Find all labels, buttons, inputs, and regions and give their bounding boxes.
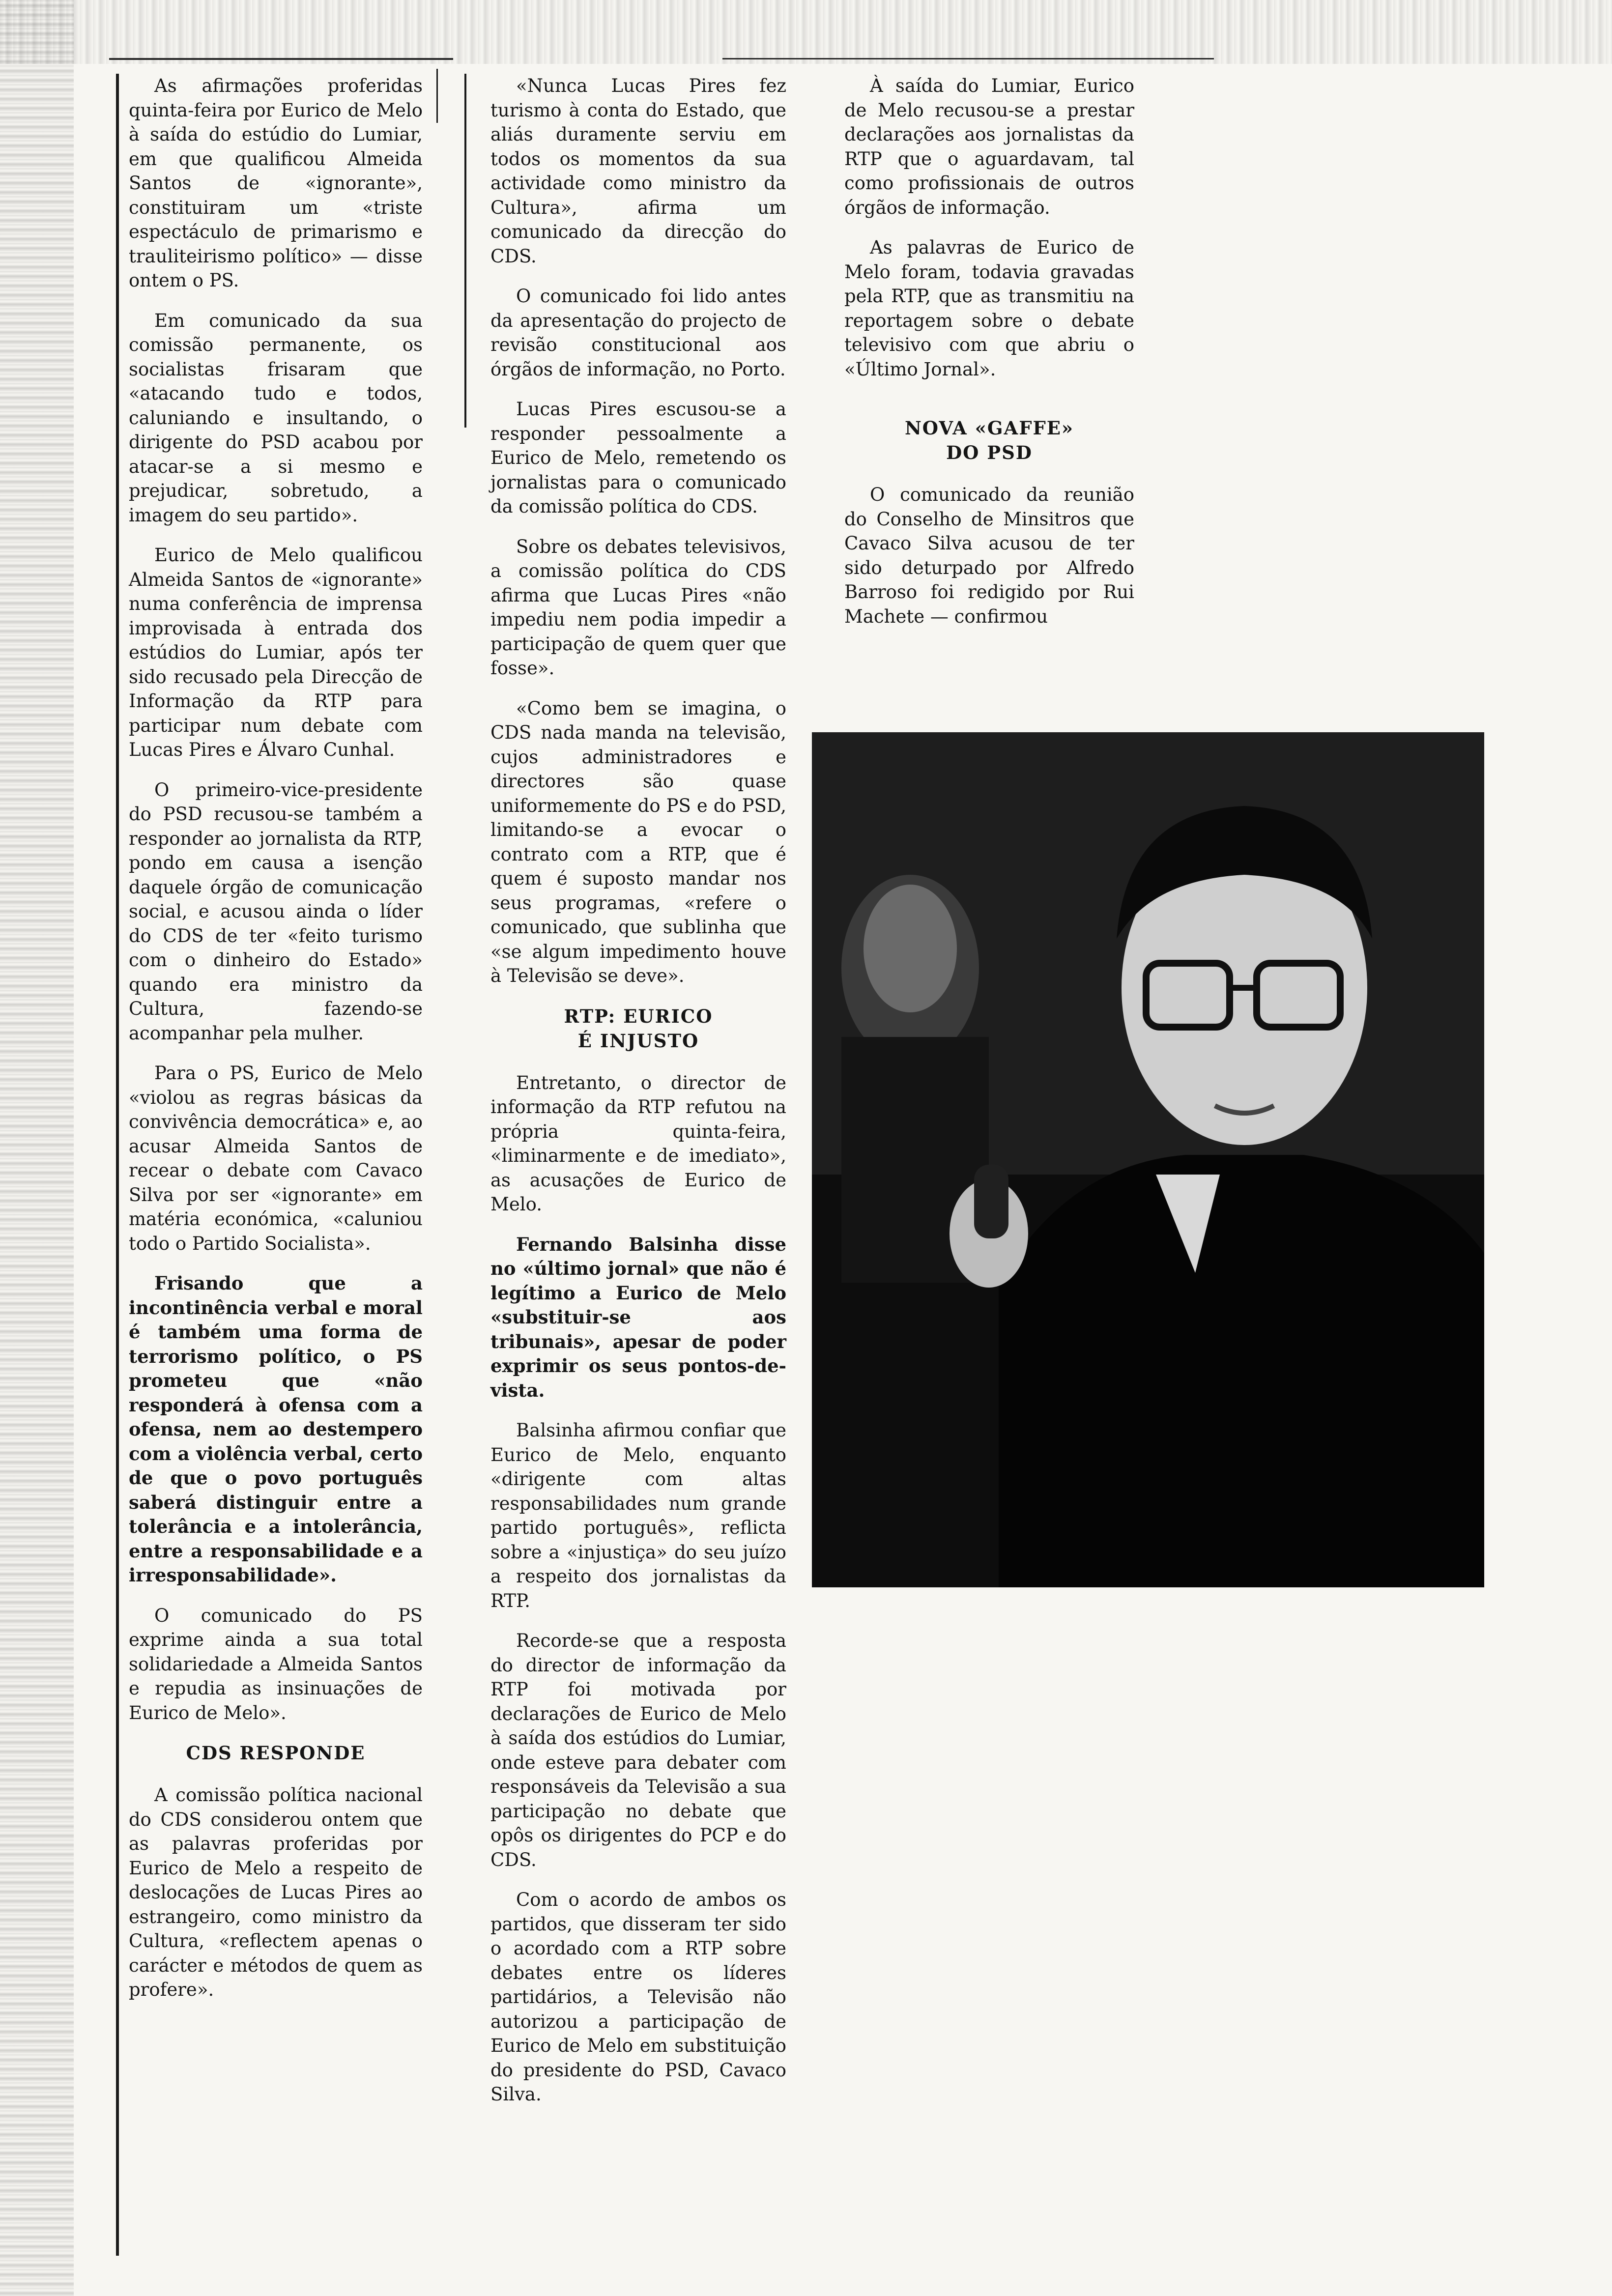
paragraph: O comunicado foi lido antes da apresentação do projecto de revisão constitucional aos órgãos de informação, no Porto. — [490, 286, 786, 380]
paragraph: O comunicado da reunião do Conselho de Minsitros que Cavaco Silva acusou de ter sido deturpado por Alfredo Barroso foi redigido por Rui Machete — confirmou — [844, 484, 1134, 627]
article-column-1 — [129, 74, 423, 2018]
top-rule-right — [722, 58, 1214, 59]
article-column-3 — [844, 74, 1134, 644]
subheading-line: NOVA «GAFFE» — [904, 417, 1074, 439]
subheading-rtp — [490, 1004, 786, 1053]
paragraph: Eurico de Melo qualificou Almeida Santos de «ignorante» numa conferência de imprensa improvisada à entrada dos estúdios do Lumiar, após ter sido recusado pela Direcção de Informação da RTP para participar num debate com Lucas Pires e Álvaro Cunhal. — [129, 545, 423, 760]
top-rule-left — [109, 58, 453, 60]
column-rule-mark — [436, 69, 438, 123]
subheading-line: RTP: EURICO — [564, 1005, 713, 1027]
paragraph: Balsinha afirmou confiar que Eurico de Melo, enquanto «dirigente com altas responsabilidades num grande partido português», reflicta sobre a «injustiça» do seu juízo a respeito dos jornalistas da RTP. — [490, 1420, 786, 1611]
paragraph: Recorde-se que a resposta do director de informação da RTP foi motivada por declarações de Eurico de Melo à saída dos estúdios do Lumiar, onde esteve para debater com responsáveis da Televisão a sua participação no debate que opôs os dirigentes do PCP e do CDS. — [490, 1630, 786, 1870]
paragraph: Sobre os debates televisivos, a comissão política do CDS afirma que Lucas Pires «não impediu nem podia impedir a participação de quem quer que fosse». — [490, 536, 786, 679]
paragraph: O comunicado do PS exprime ainda a sua total solidariedade a Almeida Santos e repudia as insinuações de Eurico de Melo». — [129, 1605, 423, 1723]
subheading-cds-responde: CDS RESPONDE — [186, 1742, 366, 1764]
paragraph: Para o PS, Eurico de Melo «violou as regras básicas da convivência democrática» e, ao acusar Almeida Santos de recear o debate com Cavaco Silva por ser «ignorante» em matéria económica, «caluniou todo o Partido Socialista». — [129, 1062, 423, 1254]
article-column-2 — [490, 74, 786, 2123]
paragraph: A comissão política nacional do CDS considerou ontem que as palavras proferidas por Eurico de Melo a respeito de deslocações de Lucas Pires ao estrangeiro, como ministro da Cultura, «reflectem apenas o carácter e métodos de quem as profere». — [129, 1784, 423, 2000]
paragraph: As afirmações proferidas quinta-feira por Eurico de Melo à saída do estúdio do Lumiar, em que qualificou Almeida Santos de «ignorante», constituiram um «triste espectáculo de primarismo e trauliteirismo político» — disse ontem o PS. — [129, 75, 423, 291]
scan-noise-left — [0, 0, 74, 2296]
paragraph: Frisando que a incontinência verbal e moral é também uma forma de terrorismo político, o PS prometeu que «não responderá à ofensa com a ofensa, nem ao destempero com a violência verbal, certo de que o povo português saberá distinguir entre a tolerância e a intolerância, entre a responsabilidade e a irresponsabilidade». — [129, 1272, 423, 1586]
paragraph: À saída do Lumiar, Eurico de Melo recusou-se a prestar declarações aos jornalistas da RTP que o aguardavam, tal como profissionais de outros órgãos de informação. — [844, 75, 1134, 218]
paragraph: Em comunicado da sua comissão permanente, os socialistas frisaram que «atacando tudo e todos, caluniando e insultando, o dirigente do PSD acabou por atacar-se a si mesmo e prejudicar, sobretudo, a imagem do seu partido». — [129, 310, 423, 526]
paragraph: O primeiro-vice-presidente do PSD recusou-se também a responder ao jornalista da RTP, pondo em causa a isenção daquele órgão de comunicação social, e acusou ainda o líder do CDS de ter «feito turismo com o dinheiro do Estado» quando era ministro da Cultura, fazendo-se acompanhar pela mulher. — [129, 779, 423, 1044]
paragraph: «Nunca Lucas Pires fez turismo à conta do Estado, que aliás duramente serviu em todos os momentos da sua actividade como ministro da Cultura», afirma um comunicado da direcção do CDS. — [490, 75, 786, 267]
subheading-line: É INJUSTO — [577, 1030, 699, 1052]
column-rule-middle — [464, 74, 466, 428]
subheading-nova-gaffe — [844, 416, 1134, 465]
subheading-line: DO PSD — [946, 442, 1033, 463]
news-photo-illustration — [812, 732, 1484, 1587]
paragraph: Entretanto, o director de informação da RTP refutou na própria quinta-feira, «liminarmente e de imediato», as acusações de Eurico de Melo. — [490, 1072, 786, 1215]
paragraph: «Como bem se imagina, o CDS nada manda na televisão, cujos administradores e directores são quase uniformemente do PS e do PSD, limitando-se a evocar o contrato com a RTP, que é quem é suposto mandar nos seus programas, «refere o comunicado, que sublinha que «se algum impedimento houve à Televisão se deve». — [490, 697, 786, 986]
paragraph: Lucas Pires escusou-se a responder pessoalmente a Eurico de Melo, remetendo os jornalistas para o comunicado da comissão política do CDS. — [490, 399, 786, 517]
paragraph: Fernando Balsinha disse no «último jornal» que não é legítimo a Eurico de Melo «substituir-se aos tribunais», apesar de poder exprimir os seus pontos-de-vista. — [490, 1233, 786, 1401]
paragraph: As palavras de Eurico de Melo foram, todavia gravadas pela RTP, que as transmitiu na reportagem sobre o debate televisivo com que abriu o «Último Jornal». — [844, 237, 1134, 380]
column-rule-left — [116, 74, 119, 2256]
paragraph: Com o acordo de ambos os partidos, que disseram ter sido o acordado com a RTP sobre debates entre os líderes partidários, a Televisão não autorizou a participação de Eurico de Melo em substituição do presidente do PSD, Cavaco Silva. — [490, 1889, 786, 2105]
news-photo — [812, 732, 1484, 1587]
scan-noise-top — [0, 0, 1612, 64]
